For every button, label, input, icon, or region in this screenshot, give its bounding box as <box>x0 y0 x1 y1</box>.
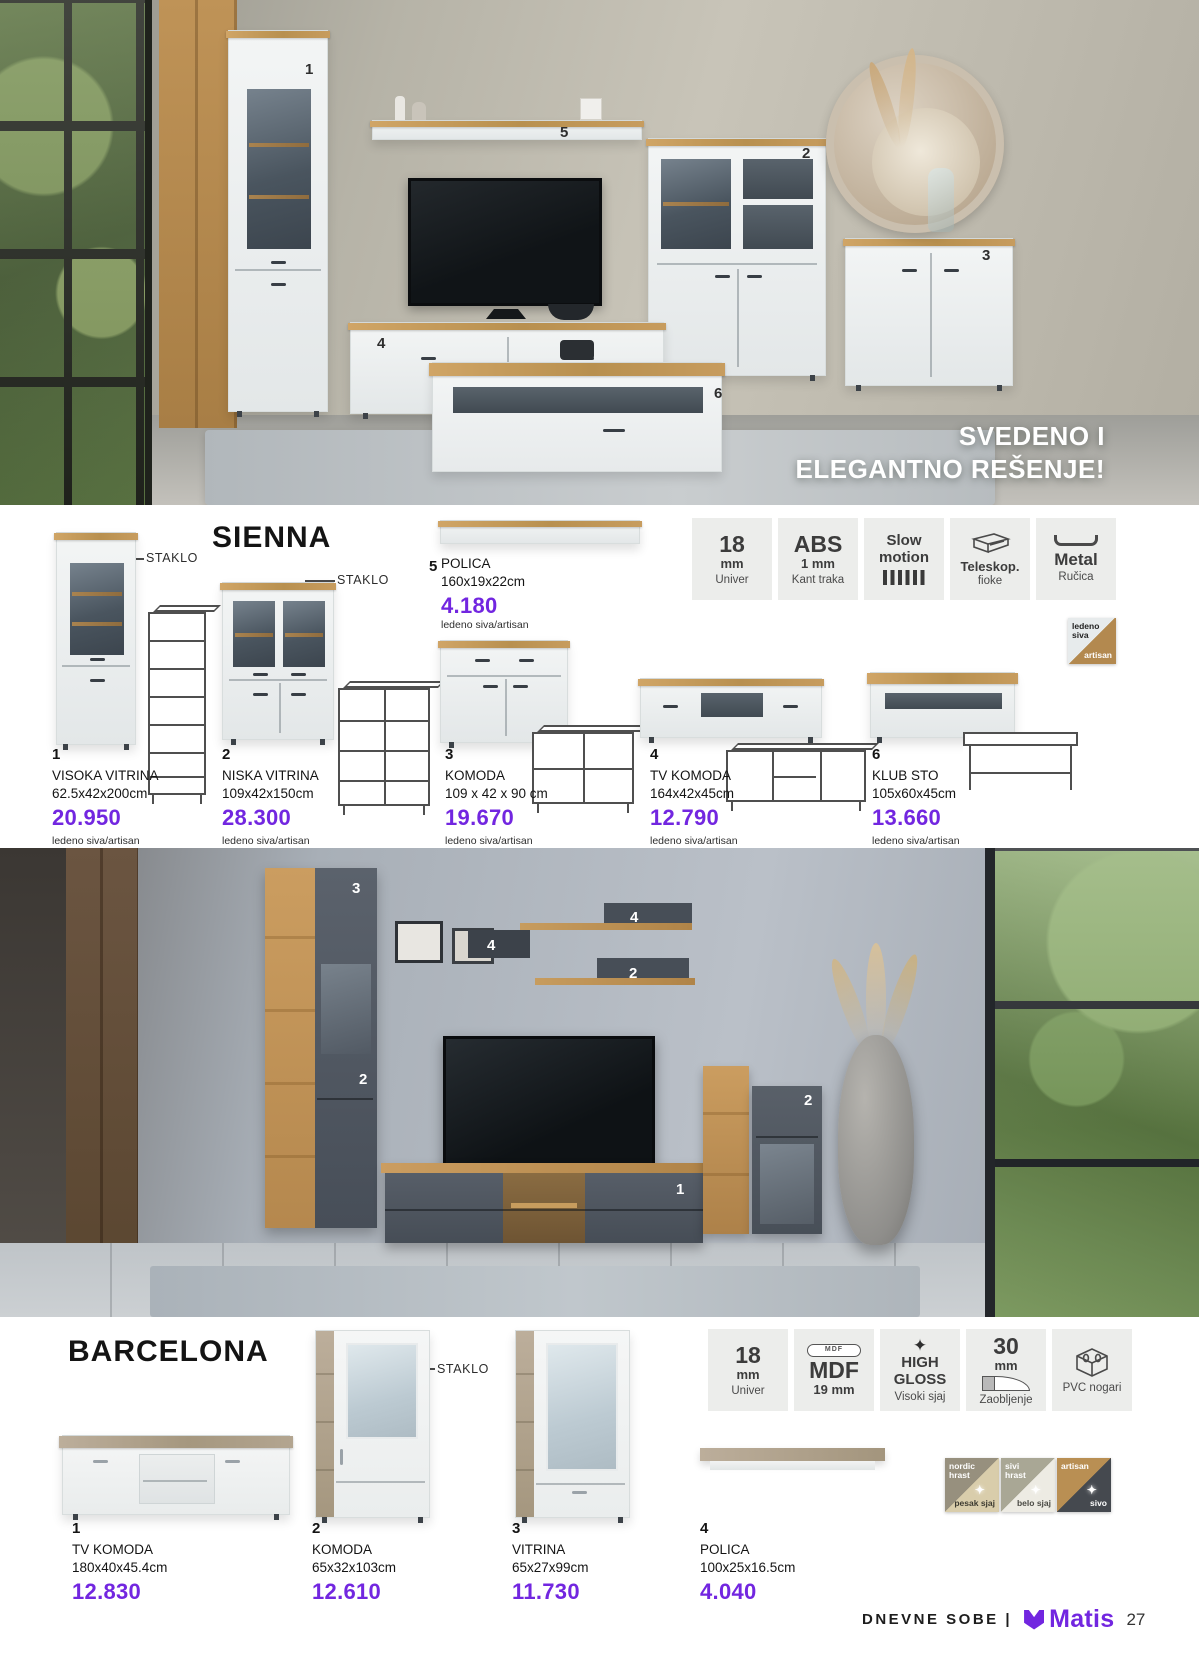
product-name: KLUB STO <box>872 768 939 783</box>
brand-logo <box>1024 1605 1114 1634</box>
pvc-legs-icon <box>1073 1345 1111 1379</box>
product-photo-visoka-vitrina <box>56 532 136 745</box>
footer-section-label: DNEVNE SOBE | <box>862 1611 1013 1628</box>
swatch-bottom-label: artisan <box>1084 650 1112 661</box>
product-dims: 62.5x42x200cm <box>52 786 148 801</box>
badge-label: PVC nogari <box>1062 1382 1122 1395</box>
product-dims: 105x60x45cm <box>872 786 957 801</box>
brand-name: Matis <box>1049 1605 1115 1633</box>
swatch-ledeno-siva-artisan: ledeno siva artisan <box>1068 618 1116 664</box>
product-number: 3 <box>445 746 454 763</box>
product-info-visoka-vitrina <box>52 746 227 847</box>
badge-sublabel: fioke <box>977 574 1003 587</box>
product-info-polica <box>429 556 616 631</box>
product-number: 2 <box>222 746 231 763</box>
badge-label: Zaobljenje <box>979 1393 1033 1406</box>
badge-label: GLOSS <box>893 1370 947 1388</box>
product-dims: 109 x 42 x 90 cm <box>445 786 548 801</box>
product-colors: ledeno siva/artisan <box>872 835 960 847</box>
swatch-nordic-hrast-pesak-sjaj: nordic hrast ✦ pesak sjaj <box>945 1458 999 1512</box>
badge-metal-rucica <box>1036 518 1116 600</box>
badge-label: Univer <box>715 574 749 587</box>
shelf-decor <box>412 102 426 120</box>
swatch-top-label: ledeno <box>1072 621 1100 631</box>
product-info-klub-sto <box>872 746 1047 847</box>
product-number: 3 <box>512 1520 521 1537</box>
product-name: VITRINA <box>512 1542 566 1557</box>
telescopic-drawer-icon <box>967 531 1013 559</box>
window-right-icon <box>985 848 1199 1317</box>
product-photo-tv-komoda <box>62 1435 290 1515</box>
decor-vase <box>928 168 954 232</box>
badge-label: Univer <box>731 1385 765 1398</box>
hero2-marker-1: 1 <box>676 1181 685 1198</box>
slow-motion-bars-icon <box>883 570 925 585</box>
badge-label: motion <box>879 549 929 566</box>
product-colors: ledeno siva/artisan <box>650 835 738 847</box>
badge-unit: mm <box>720 555 744 571</box>
gloss-sparkle-icon: ✦ <box>1030 1482 1041 1497</box>
shelf-decor <box>395 96 405 120</box>
product-photo-polica <box>700 1448 885 1478</box>
hero2-vase <box>838 1035 914 1245</box>
hero2-marker-4b: 4 <box>487 937 496 954</box>
badge-mdf-19mm <box>794 1329 874 1411</box>
hero-sienna-photo <box>0 0 1199 505</box>
product-info-komoda <box>312 1520 487 1609</box>
badge-abs-kant-traka <box>778 518 858 600</box>
product-number: 5 <box>429 558 438 575</box>
decor-box-dark <box>468 930 530 958</box>
product-name: TV KOMODA <box>72 1542 154 1557</box>
product-dims: 160x19x22cm <box>441 574 526 589</box>
product-name: KOMODA <box>312 1542 373 1557</box>
hero2-marker-2b: 2 <box>359 1071 368 1088</box>
hero1-marker-6: 6 <box>714 385 723 402</box>
swatch-sivi-hrast-belo-sjaj: sivi hrast ✦ belo sjaj <box>1001 1458 1055 1512</box>
badge-label: Teleskop. <box>960 559 1020 575</box>
glass-callout-label: STAKLO <box>337 573 389 587</box>
swatch-bottom-label: pesak sjaj <box>954 1498 995 1509</box>
product-photo-niska-vitrina <box>222 582 334 740</box>
product-price: 13.660 <box>872 805 942 830</box>
hero1-highboard <box>648 138 826 376</box>
gloss-sparkle-ic: ✦ <box>1086 1482 1097 1497</box>
page-footer <box>862 1605 1145 1634</box>
product-dims: 109x42x150cm <box>222 786 314 801</box>
swatch-top-label: sivi <box>1005 1461 1020 1471</box>
product-colors: ledeno siva/artisan <box>445 835 533 847</box>
product-dims: 65x27x99cm <box>512 1560 589 1575</box>
product-colors: ledeno siva/artisan <box>222 835 310 847</box>
hero1-marker-2: 2 <box>802 145 811 162</box>
window-left-icon <box>0 0 152 505</box>
badge-sublabel: Ručica <box>1058 570 1094 583</box>
product-info-tv-komoda <box>650 746 825 847</box>
metal-handle-icon <box>1054 535 1098 546</box>
badge-value: 18 <box>719 530 745 557</box>
glass-callout-label: STAKLO <box>437 1362 489 1376</box>
product-dims: 164x42x45cm <box>650 786 735 801</box>
swatch-bottom-label: belo sjaj <box>1016 1498 1051 1509</box>
hero1-marker-3: 3 <box>982 247 991 264</box>
product-info-tv-komoda <box>72 1520 247 1609</box>
badge-high-gloss <box>880 1329 960 1411</box>
badge-label: HIGH <box>901 1354 939 1372</box>
product-price: 12.830 <box>72 1579 142 1604</box>
hero1-marker-5: 5 <box>560 124 569 141</box>
badge-18mm-univer <box>708 1329 788 1411</box>
badge-unit: 19 mm <box>813 1381 855 1397</box>
matis-logo-icon <box>1024 1610 1044 1630</box>
swatch-bottom-label: sivo <box>1089 1498 1107 1509</box>
hero2-marker-3: 3 <box>352 880 361 897</box>
hero1-polica <box>372 120 642 140</box>
product-number: 4 <box>700 1520 709 1537</box>
section-barcelona <box>0 1317 1199 1674</box>
product-name: KOMODA <box>445 768 506 783</box>
hero1-caption-line2: ELEGANTNO REŠENJE! <box>795 453 1105 484</box>
product-photo-tv-komoda <box>640 678 822 738</box>
wall-shelf-b <box>535 958 695 984</box>
badge-label: Slow <box>886 532 922 550</box>
hero2-marker-2c: 2 <box>804 1092 813 1109</box>
section-sienna <box>0 505 1199 848</box>
badge-value: 30 <box>993 1333 1019 1360</box>
badge-18mm-univer <box>692 518 772 600</box>
swatch-top-label: nordic <box>949 1461 975 1471</box>
hero1-marker-4: 4 <box>377 335 386 352</box>
badge-value: 18 <box>735 1341 761 1368</box>
gloss-sparkle-icon: ✦ <box>912 1336 928 1356</box>
product-price: 12.610 <box>312 1579 382 1604</box>
product-number: 1 <box>72 1520 81 1537</box>
product-photo-klub-sto <box>870 672 1015 738</box>
page-number: 27 <box>1126 1609 1146 1629</box>
product-price: 11.730 <box>512 1579 580 1604</box>
badge-30mm-zaobljenje <box>966 1329 1046 1411</box>
product-price: 4.180 <box>441 593 498 618</box>
hero2-marker-4: 4 <box>630 909 639 926</box>
product-info-komoda <box>445 746 620 847</box>
wood-wardrobe <box>159 0 237 428</box>
product-name: NISKA VITRINA <box>222 768 319 783</box>
product-price: 4.040 <box>700 1579 757 1604</box>
badge-label: Metal <box>1054 550 1098 570</box>
product-number: 2 <box>312 1520 321 1537</box>
shelf-decor <box>580 98 602 120</box>
badge-unit: mm <box>736 1366 760 1382</box>
hero2-tall-cabinet <box>265 868 377 1228</box>
hero1-visoka-vitrina <box>228 30 328 412</box>
product-name: VISOKA VITRINA <box>52 768 159 783</box>
hero1-caption-line1: SVEDENO I <box>958 421 1105 451</box>
product-photo-vitrina <box>515 1330 630 1518</box>
product-name: POLICA <box>441 556 491 571</box>
glass-callout-label: STAKLO <box>146 551 198 565</box>
badge-sublabel: Visoki sjaj <box>894 1390 946 1403</box>
wall-frame <box>395 921 443 963</box>
badge-value: MDF <box>809 1356 859 1383</box>
swatch-artisan-sivo <box>1057 1458 1111 1512</box>
product-photo-komoda <box>315 1330 430 1518</box>
product-dims: 100x25x16.5cm <box>700 1560 796 1575</box>
product-price: 12.790 <box>650 805 720 830</box>
badge-teleskop-fioke <box>950 518 1030 600</box>
product-dims: 180x40x45.4cm <box>72 1560 168 1575</box>
rounded-edge-icon <box>982 1376 1030 1391</box>
hero2-marker-2: 2 <box>629 965 638 982</box>
swatch-top-label: artisan <box>1061 1461 1089 1471</box>
mdf-board-icon: MDF <box>807 1344 861 1357</box>
hero2-tv-komoda <box>385 1163 703 1243</box>
sienna-title: SIENNA <box>212 521 332 554</box>
product-number: 4 <box>650 746 659 763</box>
gloss-sparkle-icon: ✦ <box>974 1482 985 1497</box>
badge-pvc-nogari <box>1052 1329 1132 1411</box>
hero2-rug <box>150 1266 920 1317</box>
product-photo-polica <box>440 520 640 544</box>
hero2-wood-cabinet <box>703 1066 749 1234</box>
product-info-niska-vitrina <box>222 746 397 847</box>
barcelona-title: BARCELONA <box>68 1335 269 1368</box>
hero1-caption <box>645 420 1105 485</box>
product-name: POLICA <box>700 1542 750 1557</box>
product-info-polica <box>700 1520 875 1609</box>
hero1-tv <box>408 178 602 306</box>
product-colors: ledeno siva/artisan <box>441 619 529 631</box>
product-price: 19.670 <box>445 805 515 830</box>
product-dims: 65x32x103cm <box>312 1560 397 1575</box>
product-number: 6 <box>872 746 881 763</box>
wall-shelf-a <box>520 903 692 929</box>
badge-unit: 1 mm <box>801 555 835 571</box>
badge-unit: mm <box>994 1358 1018 1374</box>
badge-label: Kant traka <box>791 574 845 587</box>
decor-candle <box>560 340 594 360</box>
product-name: TV KOMODA <box>650 768 732 783</box>
product-info-vitrina <box>512 1520 687 1609</box>
hero1-marker-1: 1 <box>305 61 314 78</box>
hero-barcelona-photo <box>0 848 1199 1317</box>
product-number: 1 <box>52 746 61 763</box>
badge-value: ABS <box>793 530 843 557</box>
hero2-tv <box>443 1036 655 1171</box>
product-colors: ledeno siva/artisan <box>52 835 140 847</box>
product-price: 28.300 <box>222 805 292 830</box>
badge-slow-motion <box>864 518 944 600</box>
product-price: 20.950 <box>52 805 122 830</box>
